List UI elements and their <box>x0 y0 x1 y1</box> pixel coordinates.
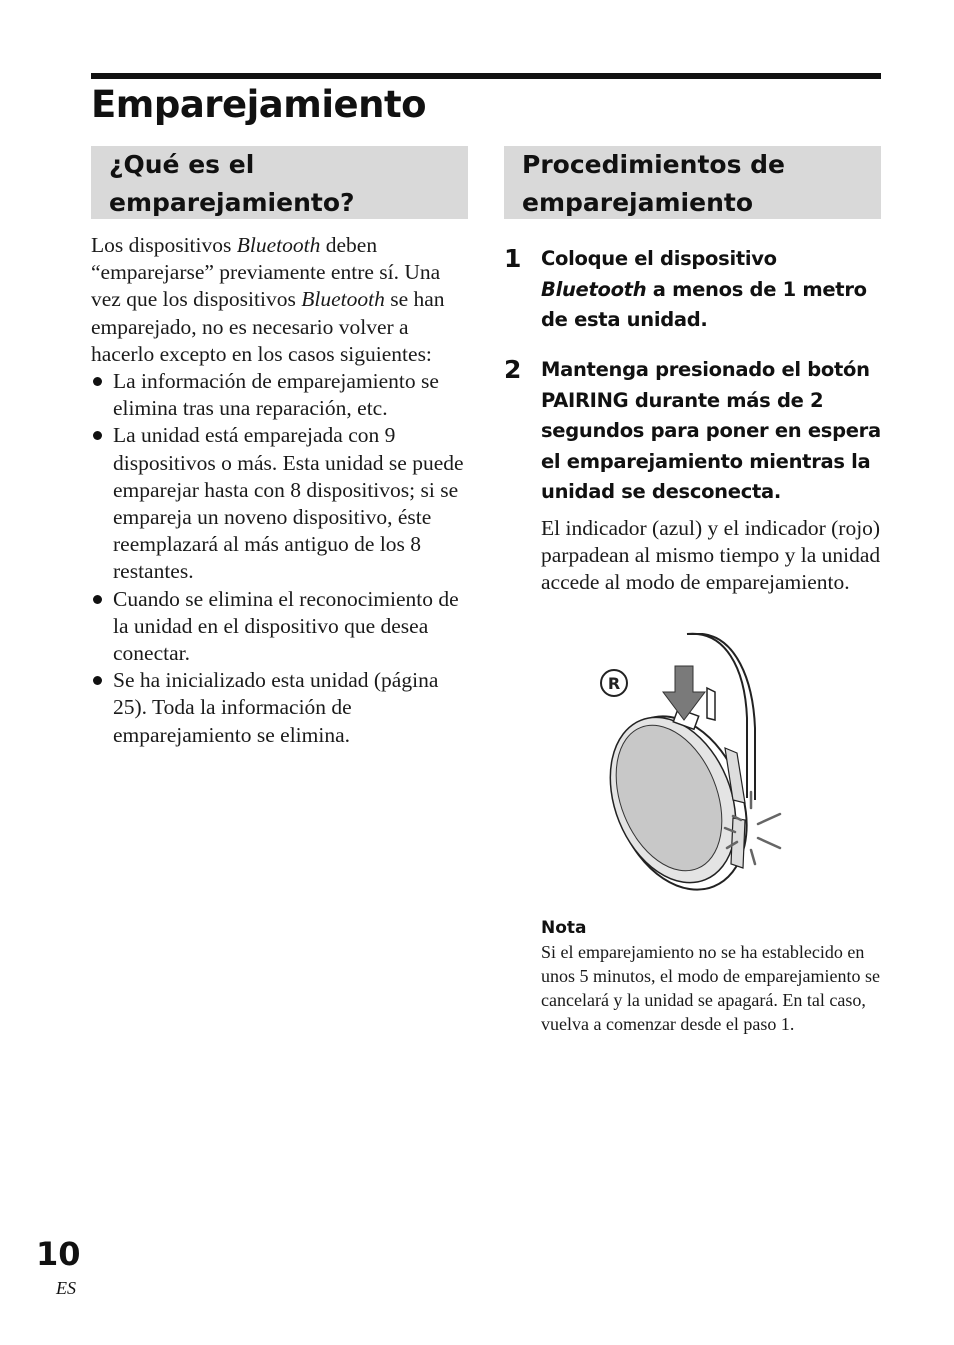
note <box>541 916 881 1036</box>
left-body <box>91 232 471 749</box>
title-rule <box>91 73 881 79</box>
bluetooth-term: Bluetooth <box>301 287 385 312</box>
bullet-icon <box>93 377 102 386</box>
language-code: ES <box>56 1278 76 1298</box>
step-number: 1 <box>504 244 522 273</box>
note-body: Si el emparejamiento no se ha establecido en unos 5 minutos, el modo de emparejamiento se cancelará y la unidad se apagará. En tal caso, vuelva a comenzar desde el paso 1. <box>541 942 880 1034</box>
step-number: 2 <box>504 355 522 384</box>
page-number: 10 <box>36 1235 81 1273</box>
step-2 <box>504 355 884 508</box>
bluetooth-term: Bluetooth <box>541 277 647 301</box>
step-text-a: Coloque el dispositivo <box>541 247 777 270</box>
heading-line-1: ¿Qué es el <box>109 150 255 179</box>
intro-text-2: deben “emparejarse” previamente entre sí. Una vez que los dispositivos <box>91 233 441 312</box>
list-item <box>91 422 471 585</box>
bluetooth-term: Bluetooth <box>236 233 321 257</box>
list-item-text: La unidad está emparejada con 9 dispositivos o más. Esta unidad se puede emparejar hasta con 8 dispositivos; si se empareja un noveno dispositivo, éste reemplazará al más antiguo de los 8 restantes. <box>113 423 464 584</box>
intro-paragraph <box>91 232 471 368</box>
list-item-text: Cuando se elimina el reconocimiento de la unidad en el dispositivo que desea conectar. <box>113 586 459 666</box>
bullet-icon <box>93 595 102 604</box>
heading-line-2: emparejamiento? <box>109 188 355 217</box>
headphone-pairing-illustration <box>595 628 785 893</box>
intro-text-1: Los dispositivos <box>91 233 237 257</box>
note-title: Nota <box>541 918 587 938</box>
step-text: Mantenga presionado el botón PAIRING durante más de 2 segundos para poner en espera el emparejamiento mientras la unidad se desconecta. <box>541 358 881 503</box>
list-item-text: Se ha inicializado esta unidad (página 25). Toda la información de emparejamiento se elimina. <box>113 668 439 747</box>
page-title: Emparejamiento <box>91 83 427 126</box>
step-2-description: El indicador (azul) y el indicador (rojo) parpadean al mismo tiempo y la unidad accede al modo de emparejamiento. <box>541 516 881 595</box>
step-text-b: a menos de 1 metro de esta unidad. <box>541 277 867 331</box>
section-heading <box>109 146 468 222</box>
illustration-label: R <box>607 674 621 693</box>
list-item-text: La información de emparejamiento se elimina tras una reparación, etc. <box>113 369 439 421</box>
section-header-pairing-procedure <box>504 146 881 219</box>
heading-line-2: emparejamiento <box>522 188 753 217</box>
step-text <box>541 244 884 336</box>
list-item <box>91 368 471 422</box>
intro-text-3: se han emparejado, no es necesario volver a hacerlo excepto en los casos siguientes: <box>91 287 445 366</box>
bullet-icon <box>93 431 102 440</box>
list-item <box>91 586 471 668</box>
heading-line-1: Procedimientos de <box>522 150 786 179</box>
step-1 <box>504 244 884 336</box>
section-heading <box>522 146 881 222</box>
bullet-icon <box>93 676 102 685</box>
conditions-list <box>91 368 471 749</box>
section-header-what-is-pairing <box>91 146 468 219</box>
list-item <box>91 667 471 749</box>
